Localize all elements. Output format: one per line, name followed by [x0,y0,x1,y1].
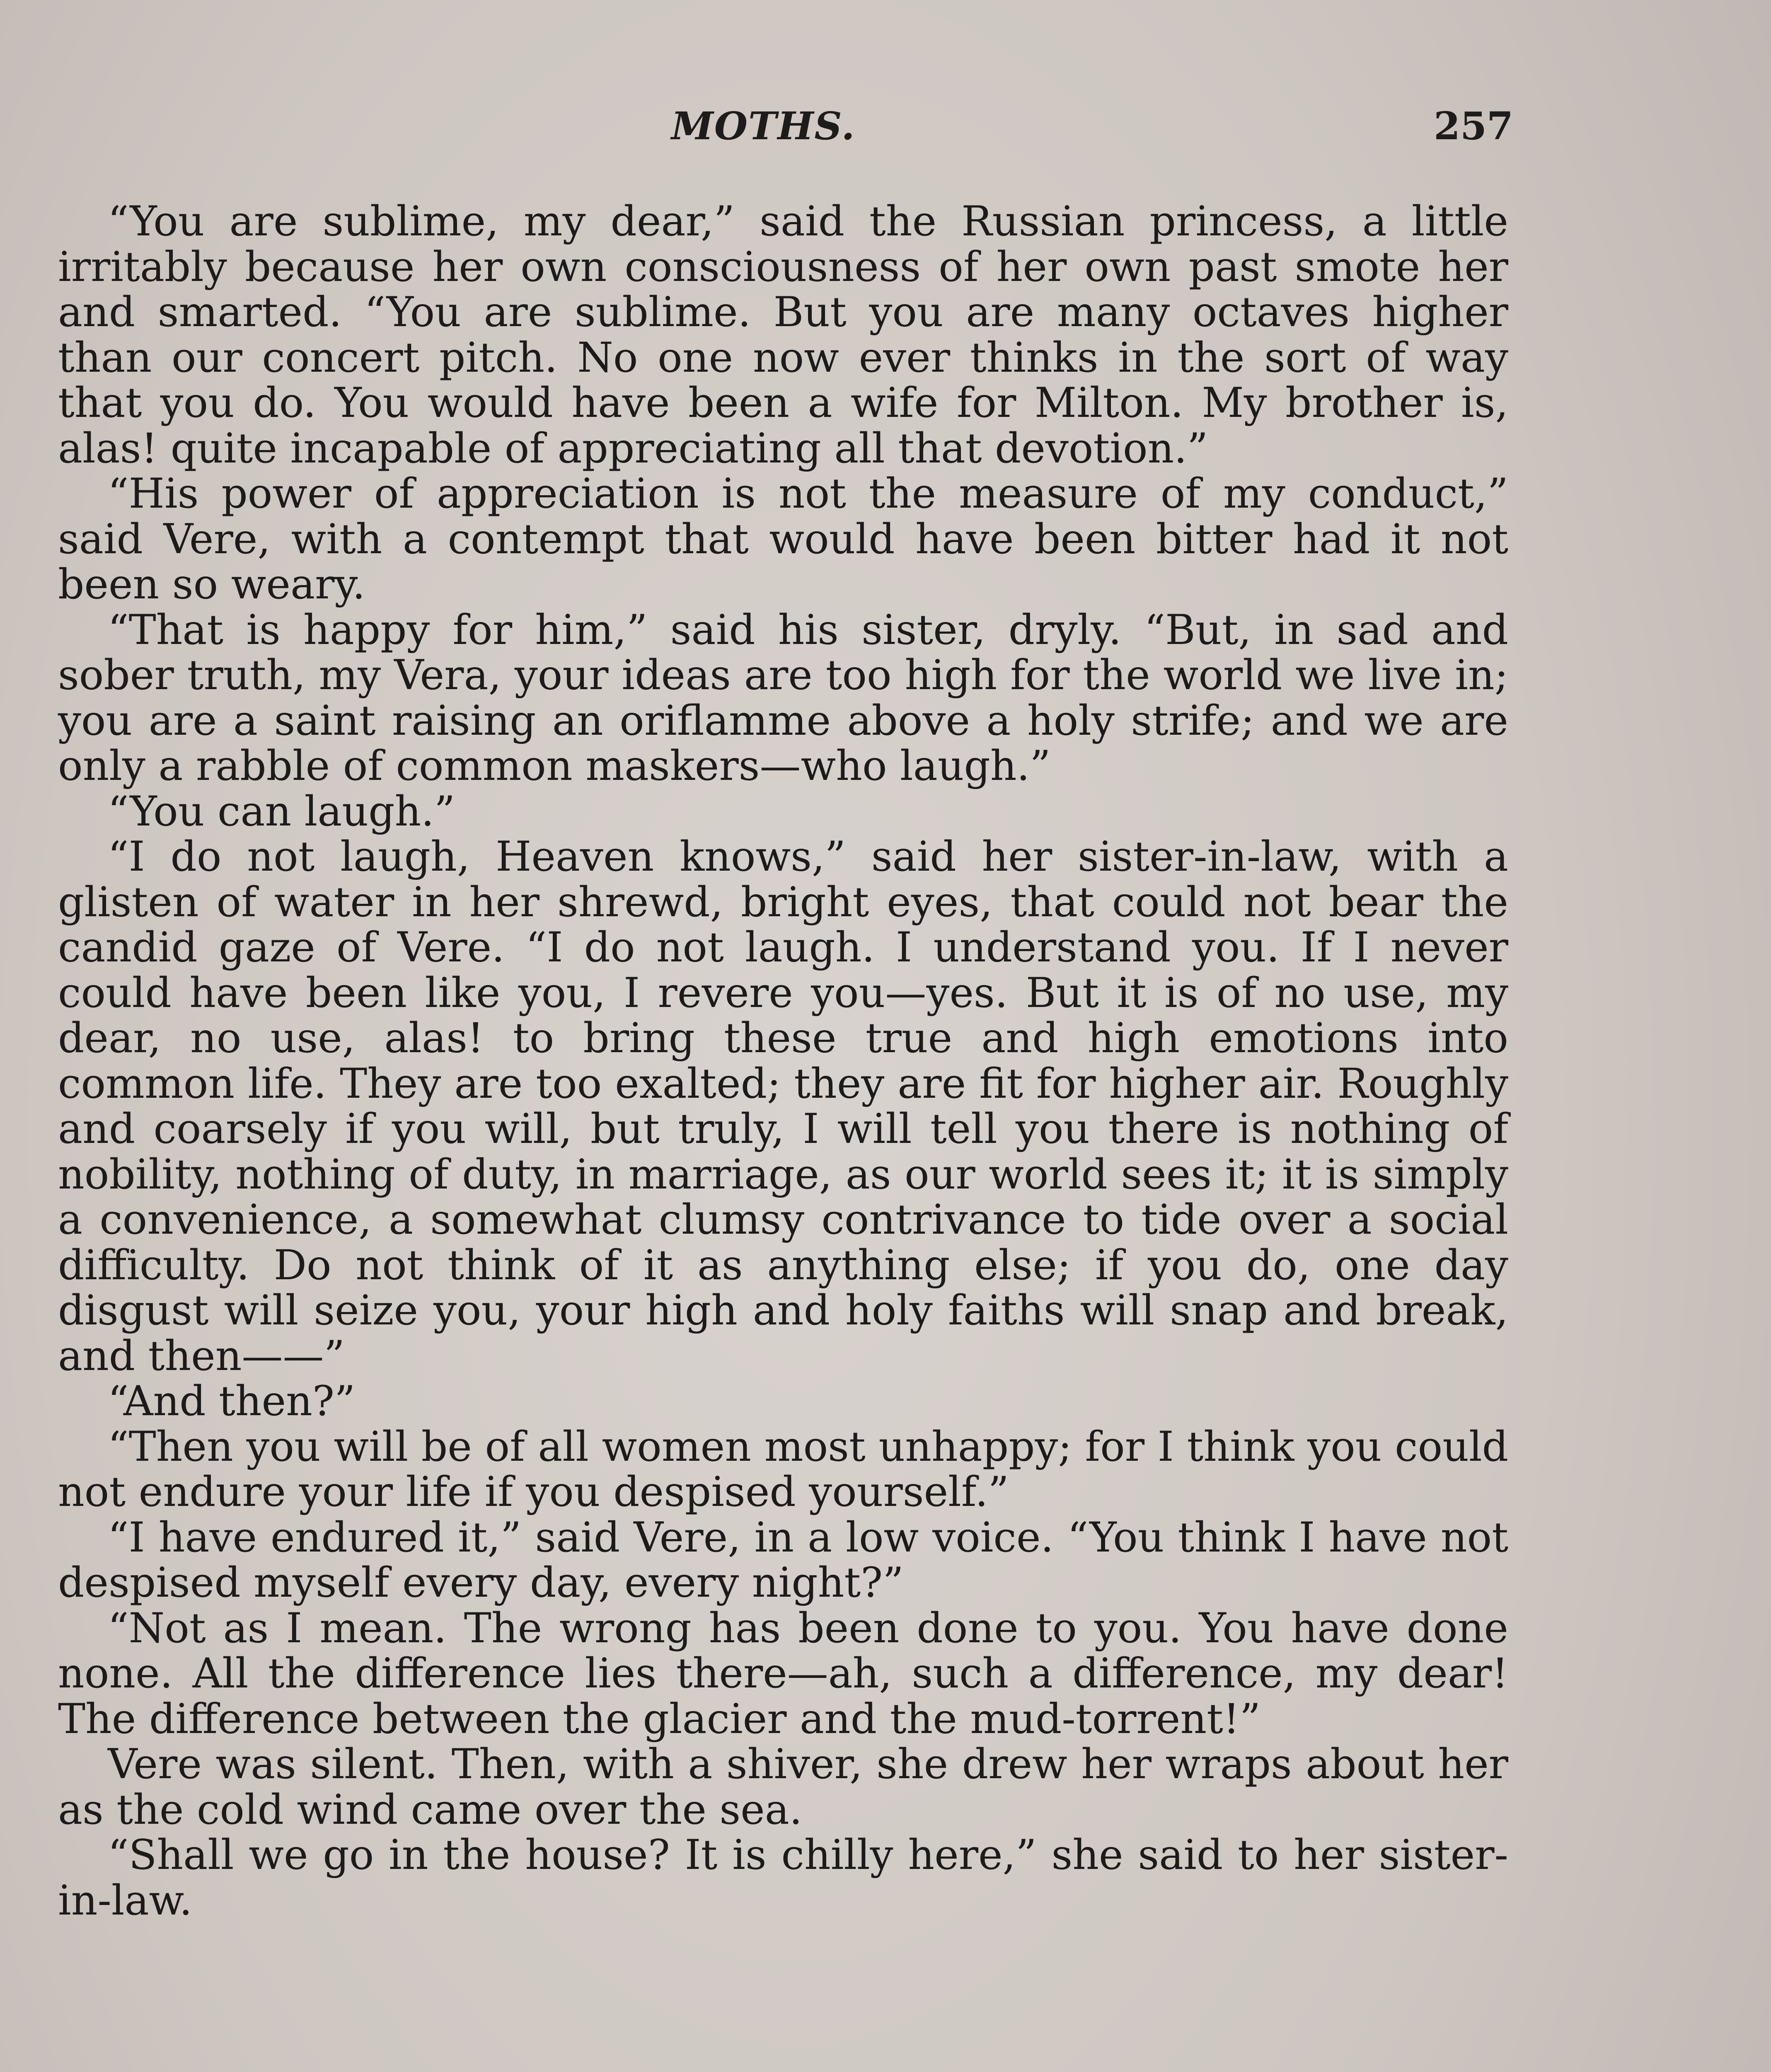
paragraph: “His power of appreciation is not the measure of my conduct,” said Vere, with a contempt that would have been bitter had it not been so weary. [58,470,1508,608]
running-title: MOTHS. [671,104,856,148]
paragraph: “Not as I mean. The wrong has been done to you. You have done none. All the difference lies there—ah, such a difference, my dear! The difference between the glacier and the mud-torrent!” [58,1604,1508,1743]
paragraph: Vere was silent. Then, with a shiver, she drew her wraps about her as the cold wind came over the sea. [58,1740,1508,1834]
page-number: 257 [1434,104,1514,148]
paragraph: “Shall we go in the house? It is chilly here,” she said to her sister-in-law. [58,1831,1508,1924]
page-header [0,104,1771,157]
paragraph: “I do not laugh, Heaven knows,” said her sister-in-law, with a glisten of water in her shrewd, bright eyes, that could not bear the candid gaze of Vere. “I do not laugh. I understand you. If I never could have been like you, I revere you—yes. But it is of no use, my dear, no use, alas! to bring these true and high emotions into common life. They are too exalted; they are fit for higher air. Roughly and coarsely if you will, but truly, I will tell you there is nothing of nobility, nothing of duty, in marriage, as our world sees it; it is simply a convenience, a somewhat clumsy contrivance to tide over a social difficulty. Do not think of it as anything else; if you do, one day disgust will seize you, your high and holy faiths will snap and break, and then——” [58,833,1508,1380]
paragraph: “I have endured it,” said Vere, in a low voice. “You think I have not despised myself every day, every night?” [58,1513,1508,1607]
paragraph: “Then you will be of all women most unhappy; for I think you could not endure your life if you despised yourself.” [58,1423,1508,1516]
paragraph: “That is happy for him,” said his sister, dryly. “But, in sad and sober truth, my Vera, your ideas are too high for the world we live in; you are a saint raising an oriflamme above a holy strife; and we are only a rabble of common maskers—who laugh.” [58,606,1508,790]
paragraph: “You can laugh.” [108,787,455,835]
body-text [58,199,1508,1923]
paragraph: “You are sublime, my dear,” said the Russian princess, a little irritably because her own consciousness of her own past smote her and smarted. “You are sublime. But you are many octaves higher than our concert pitch. No one now ever thinks in the sort of way that you do. You would have been a wife for Milton. My brother is, alas! quite incapable of appreciating all that devotion.” [58,198,1508,472]
paragraph: “And then?” [108,1377,356,1425]
